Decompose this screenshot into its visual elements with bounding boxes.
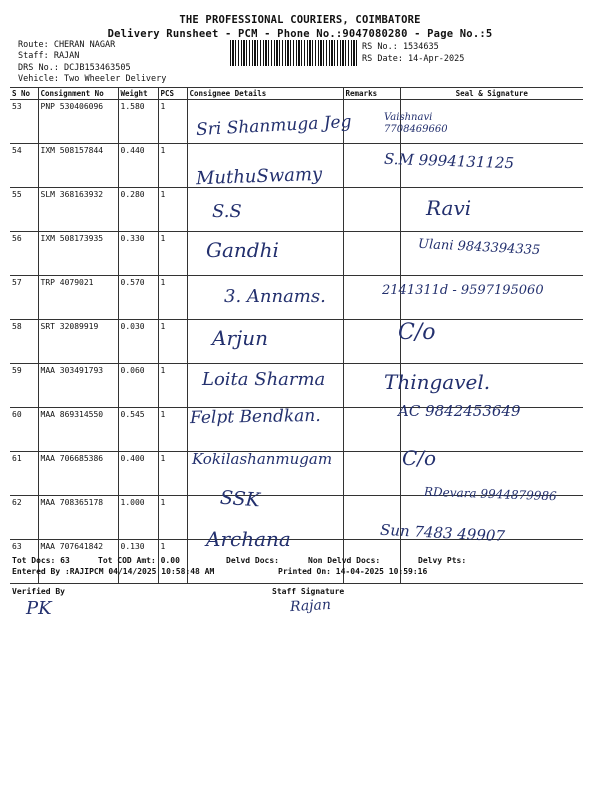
col-weight: Weight	[118, 88, 158, 100]
table-row	[10, 188, 583, 232]
consignment-no: SLM 368163932	[38, 188, 118, 232]
pcs: 1	[158, 320, 187, 364]
runsheet-title: Delivery Runsheet - PCM - Phone No.:9047080280 - Page No.:5	[107, 28, 493, 40]
delivery-points: Delvy Pts:	[418, 556, 467, 565]
handwritten-signature: Ulani 9843394335	[417, 236, 541, 259]
pcs: 1	[158, 276, 187, 320]
non-delivered-docs: Non Delvd Docs:	[308, 556, 381, 565]
pcs: 1	[158, 496, 187, 540]
staff-signature: Rajan	[289, 596, 332, 616]
weight: 1.580	[118, 100, 158, 144]
handwritten-consignee: Felpt Bendkan.	[189, 405, 321, 429]
remarks-cell	[343, 452, 400, 496]
barcode	[230, 40, 358, 66]
table-row	[10, 320, 583, 364]
handwritten-signature: C/o	[402, 446, 437, 470]
handwritten-consignee: Gandhi	[206, 238, 279, 262]
weight: 0.570	[118, 276, 158, 320]
sno: 57	[10, 276, 38, 320]
col-seal: Seal & Signature	[400, 88, 583, 100]
sno: 56	[10, 232, 38, 276]
delivered-docs: Delvd Docs:	[226, 556, 279, 565]
pcs: 1	[158, 144, 187, 188]
pcs: 1	[158, 232, 187, 276]
pcs: 1	[158, 188, 187, 232]
handwritten-signature: Ravi	[426, 196, 472, 220]
drs-number: DRS No.: DCJB153463505	[18, 63, 131, 73]
col-consignment: Consignment No	[38, 88, 118, 100]
verified-by-label: Verified By	[12, 587, 65, 596]
company-title: THE PROFESSIONAL COURIERS, COIMBATORE	[179, 14, 421, 26]
pcs: 1	[158, 364, 187, 408]
sno: 54	[10, 144, 38, 188]
rs-number: RS No.: 1534635	[362, 42, 439, 52]
verifier-signature: PK	[26, 598, 52, 619]
sno: 53	[10, 100, 38, 144]
entered-by: Entered By :RAJIPCM 04/14/2025 10:58:48 AM	[12, 567, 215, 576]
consignment-no: MAA 707641842	[38, 540, 118, 584]
staff: Staff: RAJAN	[18, 51, 80, 61]
table-header-row	[10, 88, 583, 100]
handwritten-consignee: Kokilashanmugam	[192, 450, 333, 468]
handwritten-consignee: Archana	[206, 527, 291, 551]
sno: 63	[10, 540, 38, 584]
sno: 62	[10, 496, 38, 540]
handwritten-signature: Sun 7483 49907	[379, 520, 506, 546]
handwritten-signature: AC 9842453649	[398, 402, 521, 420]
consignment-no: MAA 706685386	[38, 452, 118, 496]
consignment-no: IXM 508173935	[38, 232, 118, 276]
vehicle: Vehicle: Two Wheeler Delivery	[18, 74, 167, 84]
weight: 1.000	[118, 496, 158, 540]
sno: 60	[10, 408, 38, 452]
handwritten-signature: S.M 9994131125	[383, 149, 515, 173]
col-pcs: PCS	[158, 88, 187, 100]
handwritten-signature: Vaishnavi 7708469660	[384, 112, 448, 135]
pcs: 1	[158, 452, 187, 496]
total-cod: Tot COD Amt: 0.00	[98, 556, 180, 565]
staff-signature-label: Staff Signature	[272, 587, 345, 596]
remarks-cell	[343, 232, 400, 276]
pcs: 1	[158, 100, 187, 144]
weight: 0.130	[118, 540, 158, 584]
total-docs: Tot Docs: 63	[12, 556, 70, 565]
consignment-no: PNP 530406096	[38, 100, 118, 144]
weight: 0.330	[118, 232, 158, 276]
handwritten-consignee: 3. Annams.	[224, 286, 326, 307]
consignee-cell	[187, 188, 343, 232]
remarks-cell	[343, 188, 400, 232]
sno: 58	[10, 320, 38, 364]
route: Route: CHERAN NAGAR	[18, 40, 116, 50]
handwritten-consignee: S.S	[212, 201, 242, 222]
consignment-no: SRT 32089919	[38, 320, 118, 364]
col-consignee: Consignee Details	[187, 88, 343, 100]
pcs: 1	[158, 540, 187, 584]
col-remarks: Remarks	[343, 88, 400, 100]
weight: 0.440	[118, 144, 158, 188]
consignment-no: MAA 708365178	[38, 496, 118, 540]
remarks-cell	[343, 408, 400, 452]
pcs: 1	[158, 408, 187, 452]
printed-on: Printed On: 14-04-2025 10:59:16	[278, 567, 428, 576]
consignment-no: MAA 303491793	[38, 364, 118, 408]
rs-date: RS Date: 14-Apr-2025	[362, 54, 465, 64]
consignment-no: IXM 508157844	[38, 144, 118, 188]
sno: 55	[10, 188, 38, 232]
handwritten-consignee: Loita Sharma	[202, 369, 326, 390]
handwritten-signature: 2141311d - 9597195060	[382, 283, 544, 298]
weight: 0.060	[118, 364, 158, 408]
consignment-no: MAA 869314550	[38, 408, 118, 452]
handwritten-signature: Thingavel.	[384, 370, 491, 394]
handwritten-signature: RDevara 9944879986	[423, 484, 557, 504]
weight: 0.545	[118, 408, 158, 452]
handwritten-consignee: SSK	[219, 486, 261, 512]
handwritten-signature: C/o	[398, 320, 436, 345]
weight: 0.400	[118, 452, 158, 496]
sno: 61	[10, 452, 38, 496]
weight: 0.030	[118, 320, 158, 364]
sno: 59	[10, 364, 38, 408]
consignment-no: TRP 4079021	[38, 276, 118, 320]
handwritten-consignee: MuthuSwamy	[195, 163, 323, 190]
handwritten-consignee: Arjun	[212, 326, 268, 350]
handwritten-consignee: Sri Shanmuga Jeg	[195, 111, 352, 141]
col-sno: S No	[10, 88, 38, 100]
remarks-cell	[343, 320, 400, 364]
weight: 0.280	[118, 188, 158, 232]
